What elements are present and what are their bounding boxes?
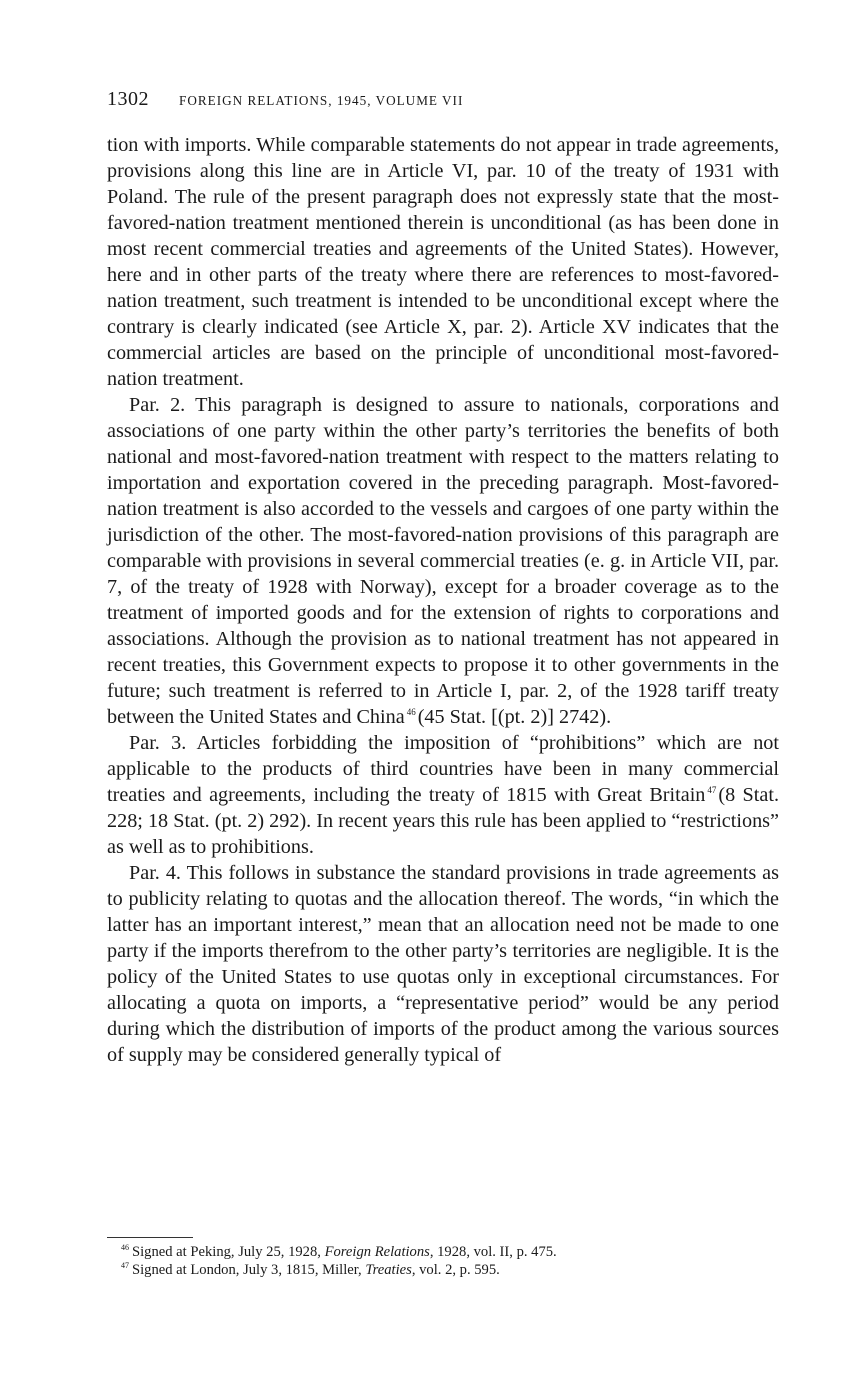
footnote-text: Signed at London, July 3, 1815, Miller, [132, 1262, 362, 1278]
paragraph-text: (45 Stat. [(pt. 2)] 2742). [417, 706, 612, 728]
paragraph-par-2 [107, 392, 779, 730]
footnote-divider [107, 1237, 193, 1238]
paragraph-text: Par. 3. Articles forbidding the imposition of “prohibitions” which are not applicable to the products of third countries have been in many commercial treaties and agreements, including the treaty of 1815 with Great Britain [107, 732, 779, 806]
body-text [107, 132, 779, 1068]
footnote-reference[interactable]: 47 [707, 785, 717, 795]
footnote-title: Foreign Relations [324, 1244, 430, 1260]
paragraph-text: Par. 2. This paragraph is designed to assure to nationals, corporations and associations of one party within the other party’s territories the benefits of both national and most-favored-nation treatment with respect to the matters relating to importation and exportation covered in the preceding paragraph. Most-favored-nation treatment is also accorded to the vessels and cargoes of one party within the jurisdiction of the other. The most-favored-nation provisions of this paragraph are comparable with provisions in several commercial treaties (e. g. in Article VII, par. 7, of the treaty of 1928 with Norway), except for a broader coverage as to the treatment of imported goods and for the extension of rights to corporations and associations. Although the provision as to national treatment has not appeared in recent treaties, this Government expects to propose it to other governments in the future; such treatment is referred to in Article I, par. 2, of the 1928 tariff treaty between the United States and China [107, 394, 779, 728]
footnote-number: 46 [121, 1243, 129, 1252]
footnote-46 [121, 1243, 781, 1261]
paragraph-text: (8 Stat. 228; 18 Stat. (pt. 2) 292). In recent years this rule has been applied to “restrictions” as well as to prohibitions. [107, 784, 779, 858]
running-head: FOREIGN RELATIONS, 1945, VOLUME VII [179, 93, 464, 108]
footnote-47 [121, 1261, 781, 1279]
footnote-text: Signed at Peking, July 25, 1928, [132, 1244, 321, 1260]
footnote-text: , vol. 2, p. 595. [411, 1262, 500, 1278]
paragraph-par-4: Par. 4. This follows in substance the standard provisions in trade agreements as to publicity relating to quotas and the allocation thereof. The words, “in which the latter has an important interest,” mean that an allocation need not be made to one party if the imports therefrom to the other party’s territories are negligible. It is the policy of the United States to use quotas only in exceptional circumstances. For allocating a quota on imports, a “representative period” would be any period during which the distribution of imports of the product among the various sources of supply may be considered generally typical of [107, 862, 779, 1066]
footnote-title: Treaties [365, 1262, 412, 1278]
footnote-text: , 1928, vol. II, p. 475. [429, 1244, 557, 1260]
page-number: 1302 [107, 88, 149, 110]
paragraph-continuation: tion with imports. While comparable statements do not appear in trade agreements, provisions along this line are in Article VI, par. 10 of the treaty of 1931 with Poland. The rule of the present paragraph does not expressly state that the most-favored-nation treatment mentioned therein is unconditional (as has been done in most recent commercial treaties and agreements of the United States). However, here and in other parts of the treaty where there are references to most-favored-nation treatment, such treatment is intended to be unconditional except where the contrary is clearly indicated (see Article X, par. 2). Article XV indicates that the commercial articles are based on the principle of unconditional most-favored-nation treatment. [107, 134, 779, 390]
paragraph-par-3 [107, 730, 779, 860]
footnotes [121, 1243, 781, 1279]
footnote-reference[interactable]: 46 [406, 707, 416, 717]
document-page [107, 88, 779, 1068]
footnote-number: 47 [121, 1261, 129, 1270]
page-header [107, 88, 779, 122]
